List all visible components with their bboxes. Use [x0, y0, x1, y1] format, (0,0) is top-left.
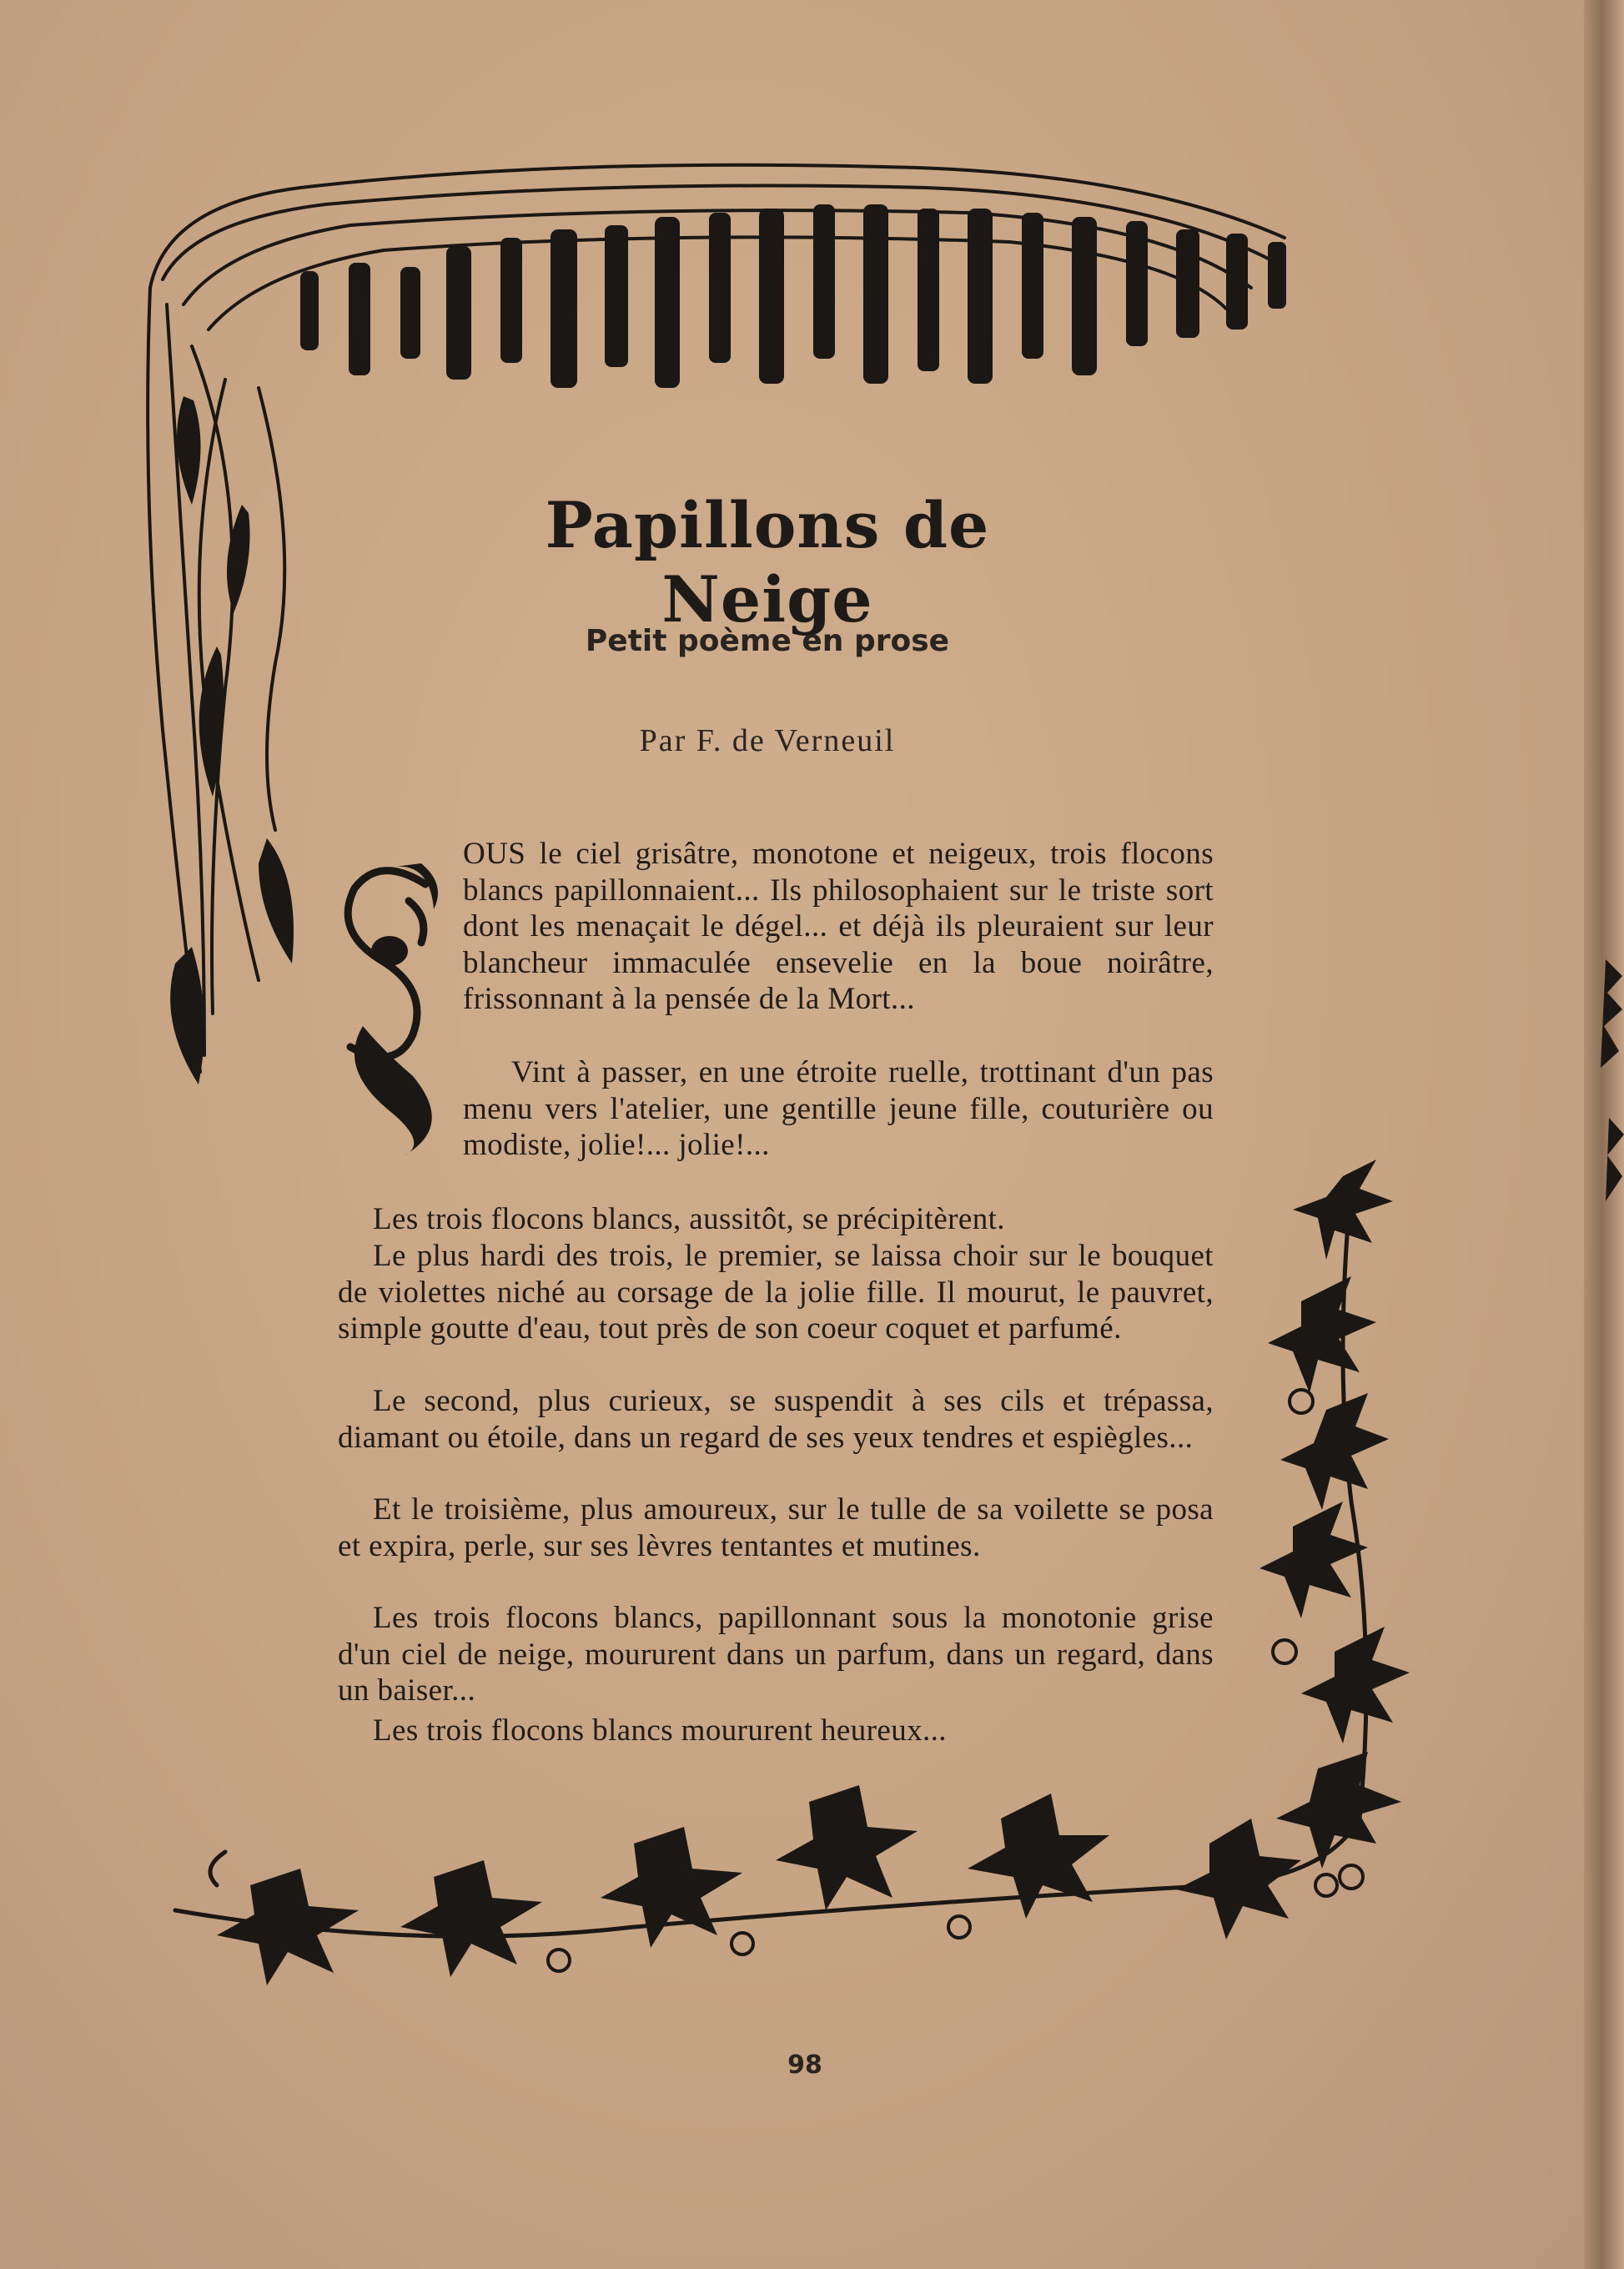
article-byline: Par F. de Verneuil: [639, 723, 896, 758]
paragraph-3: Les trois flocons blancs, aussitôt, se précipitèrent.: [373, 1202, 1005, 1236]
paragraph-6: Et le troisième, plus amoureux, sur le tulle de sa voilette se posa et expira, perle, sur ses lèvres tentantes et mutines.: [338, 1492, 1214, 1563]
paragraph-2: Vint à passer, en une étroite ruelle, trottinant d'un pas menu vers l'atelier, une gentille jeune fille, couturière ou modiste, jolie!... jolie!...: [463, 1055, 1214, 1162]
page-number: 98: [787, 2050, 822, 2080]
article-title: Papillons de Neige: [545, 488, 990, 636]
paragraph-5: Le second, plus curieux, se suspendit à ses cils et trépassa, diamant ou étoile, dans un regard de ses yeux tendres et espiègles...: [338, 1384, 1214, 1455]
ornamental-letter-s-icon: [329, 851, 450, 1160]
article-subtitle: Petit poème en prose: [585, 624, 950, 658]
paragraph-8: Les trois flocons blancs moururent heureux...: [373, 1713, 947, 1748]
holly-branch-ornament-icon: [167, 1151, 1468, 2019]
adjacent-page-ornament-icon: [1589, 951, 1624, 1218]
paragraph-1: OUS le ciel grisâtre, monotone et neigeux, trois flocons blancs papillonnaient... Ils philosophaient sur le triste sort dont les menaçait le dégel... et déjà ils pleuraient sur leur blancheur immaculée ensevelie en la boue noirâtre, frissonnant à la pensée de la Mort...: [463, 837, 1214, 1016]
paragraph-7: Les trois flocons blancs, papillonnant sous la monotonie grise d'un ciel de neige, moururent dans un parfum, dans un regard, dans un baiser...: [338, 1601, 1214, 1708]
paragraph-4: Le plus hardi des trois, le premier, se laissa choir sur le bouquet de violettes niché au corsage de la jolie fille. Il mourut, le pauvret, simple goutte d'eau, tout près de son coeur coquet et parfumé.: [338, 1239, 1214, 1346]
